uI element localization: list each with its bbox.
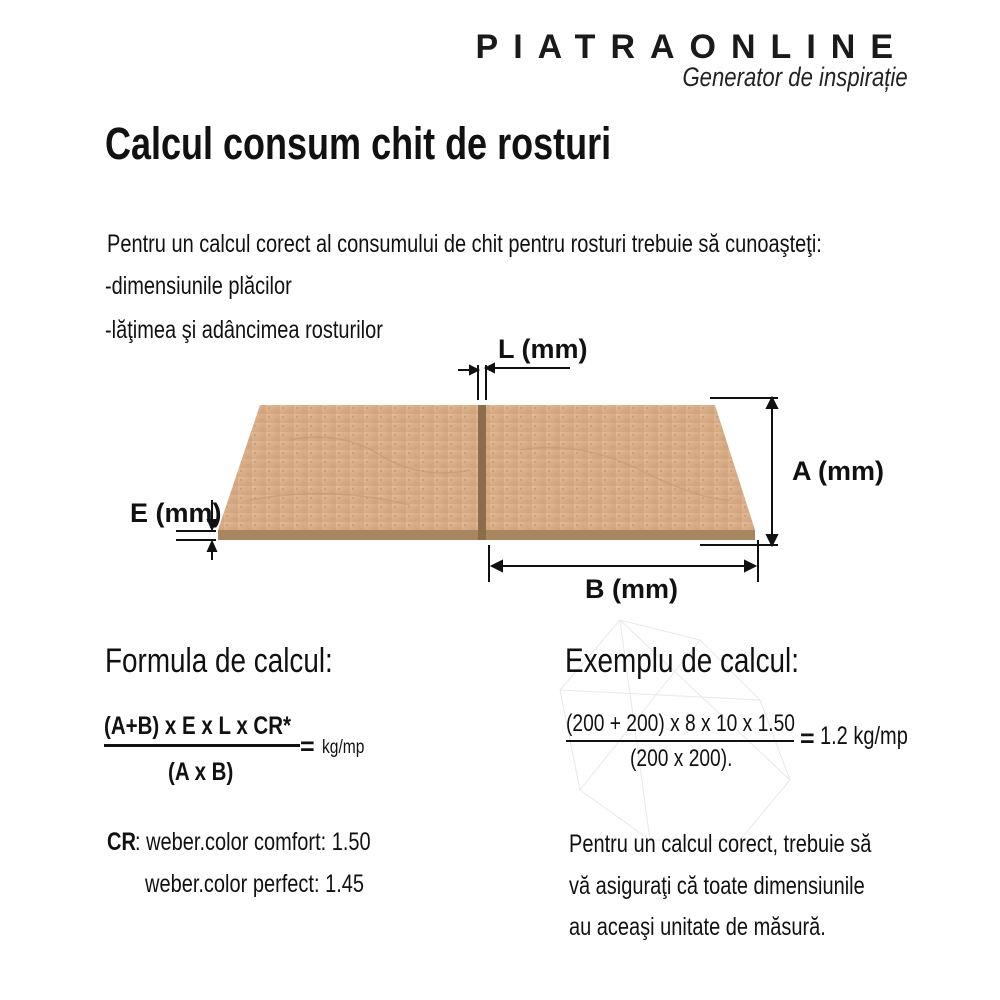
brand-logo: PIATRAONLINE	[475, 28, 908, 66]
example-fraction-bar	[566, 740, 794, 742]
note-line: au aceaşi unitate de măsură.	[569, 913, 826, 941]
cr-value-comfort: : weber.color comfort: 1.50	[135, 828, 371, 856]
example-denominator: (200 x 200).	[630, 745, 733, 772]
formula-unit: kg/mp	[322, 737, 365, 758]
intro-text: Pentru un calcul corect al consumului de chit pentru rosturi trebuie să cunoaşteţi:	[107, 230, 822, 258]
tile-left	[218, 405, 478, 530]
example-numerator: (200 + 200) x 8 x 10 x 1.50	[566, 710, 795, 737]
label-l: L (mm)	[498, 334, 588, 364]
formula-denominator: (A x B)	[168, 758, 234, 786]
cr-key: CR	[107, 828, 136, 856]
requirement-item: -lăţimea şi adâncimea rosturilor	[105, 316, 383, 344]
requirement-item: -dimensiunile plăcilor	[105, 272, 292, 300]
page-title: Calcul consum chit de rosturi	[105, 118, 612, 169]
dimension-l	[458, 364, 570, 400]
label-a: A (mm)	[792, 456, 884, 486]
note-line: vă asiguraţi că toate dimensiunile	[569, 872, 865, 900]
formula-equals: =	[300, 733, 315, 761]
example-result: 1.2 kg/mp	[820, 722, 908, 750]
label-b: B (mm)	[585, 574, 678, 604]
note-line: Pentru un calcul corect, trebuie să	[569, 830, 872, 858]
formula-fraction-bar	[104, 744, 300, 747]
brand-tagline: Generator de inspirație	[682, 62, 908, 92]
formula-numerator: (A+B) x E x L x CR*	[104, 712, 292, 740]
example-heading: Exemplu de calcul:	[565, 642, 800, 680]
tile-right	[486, 405, 755, 530]
example-equals: =	[800, 725, 815, 753]
label-e: E (mm)	[130, 498, 222, 528]
cr-value-perfect: weber.color perfect: 1.45	[145, 870, 365, 898]
tile-joint	[478, 405, 486, 540]
tile-edge	[218, 530, 755, 540]
formula-heading: Formula de calcul:	[105, 642, 333, 680]
